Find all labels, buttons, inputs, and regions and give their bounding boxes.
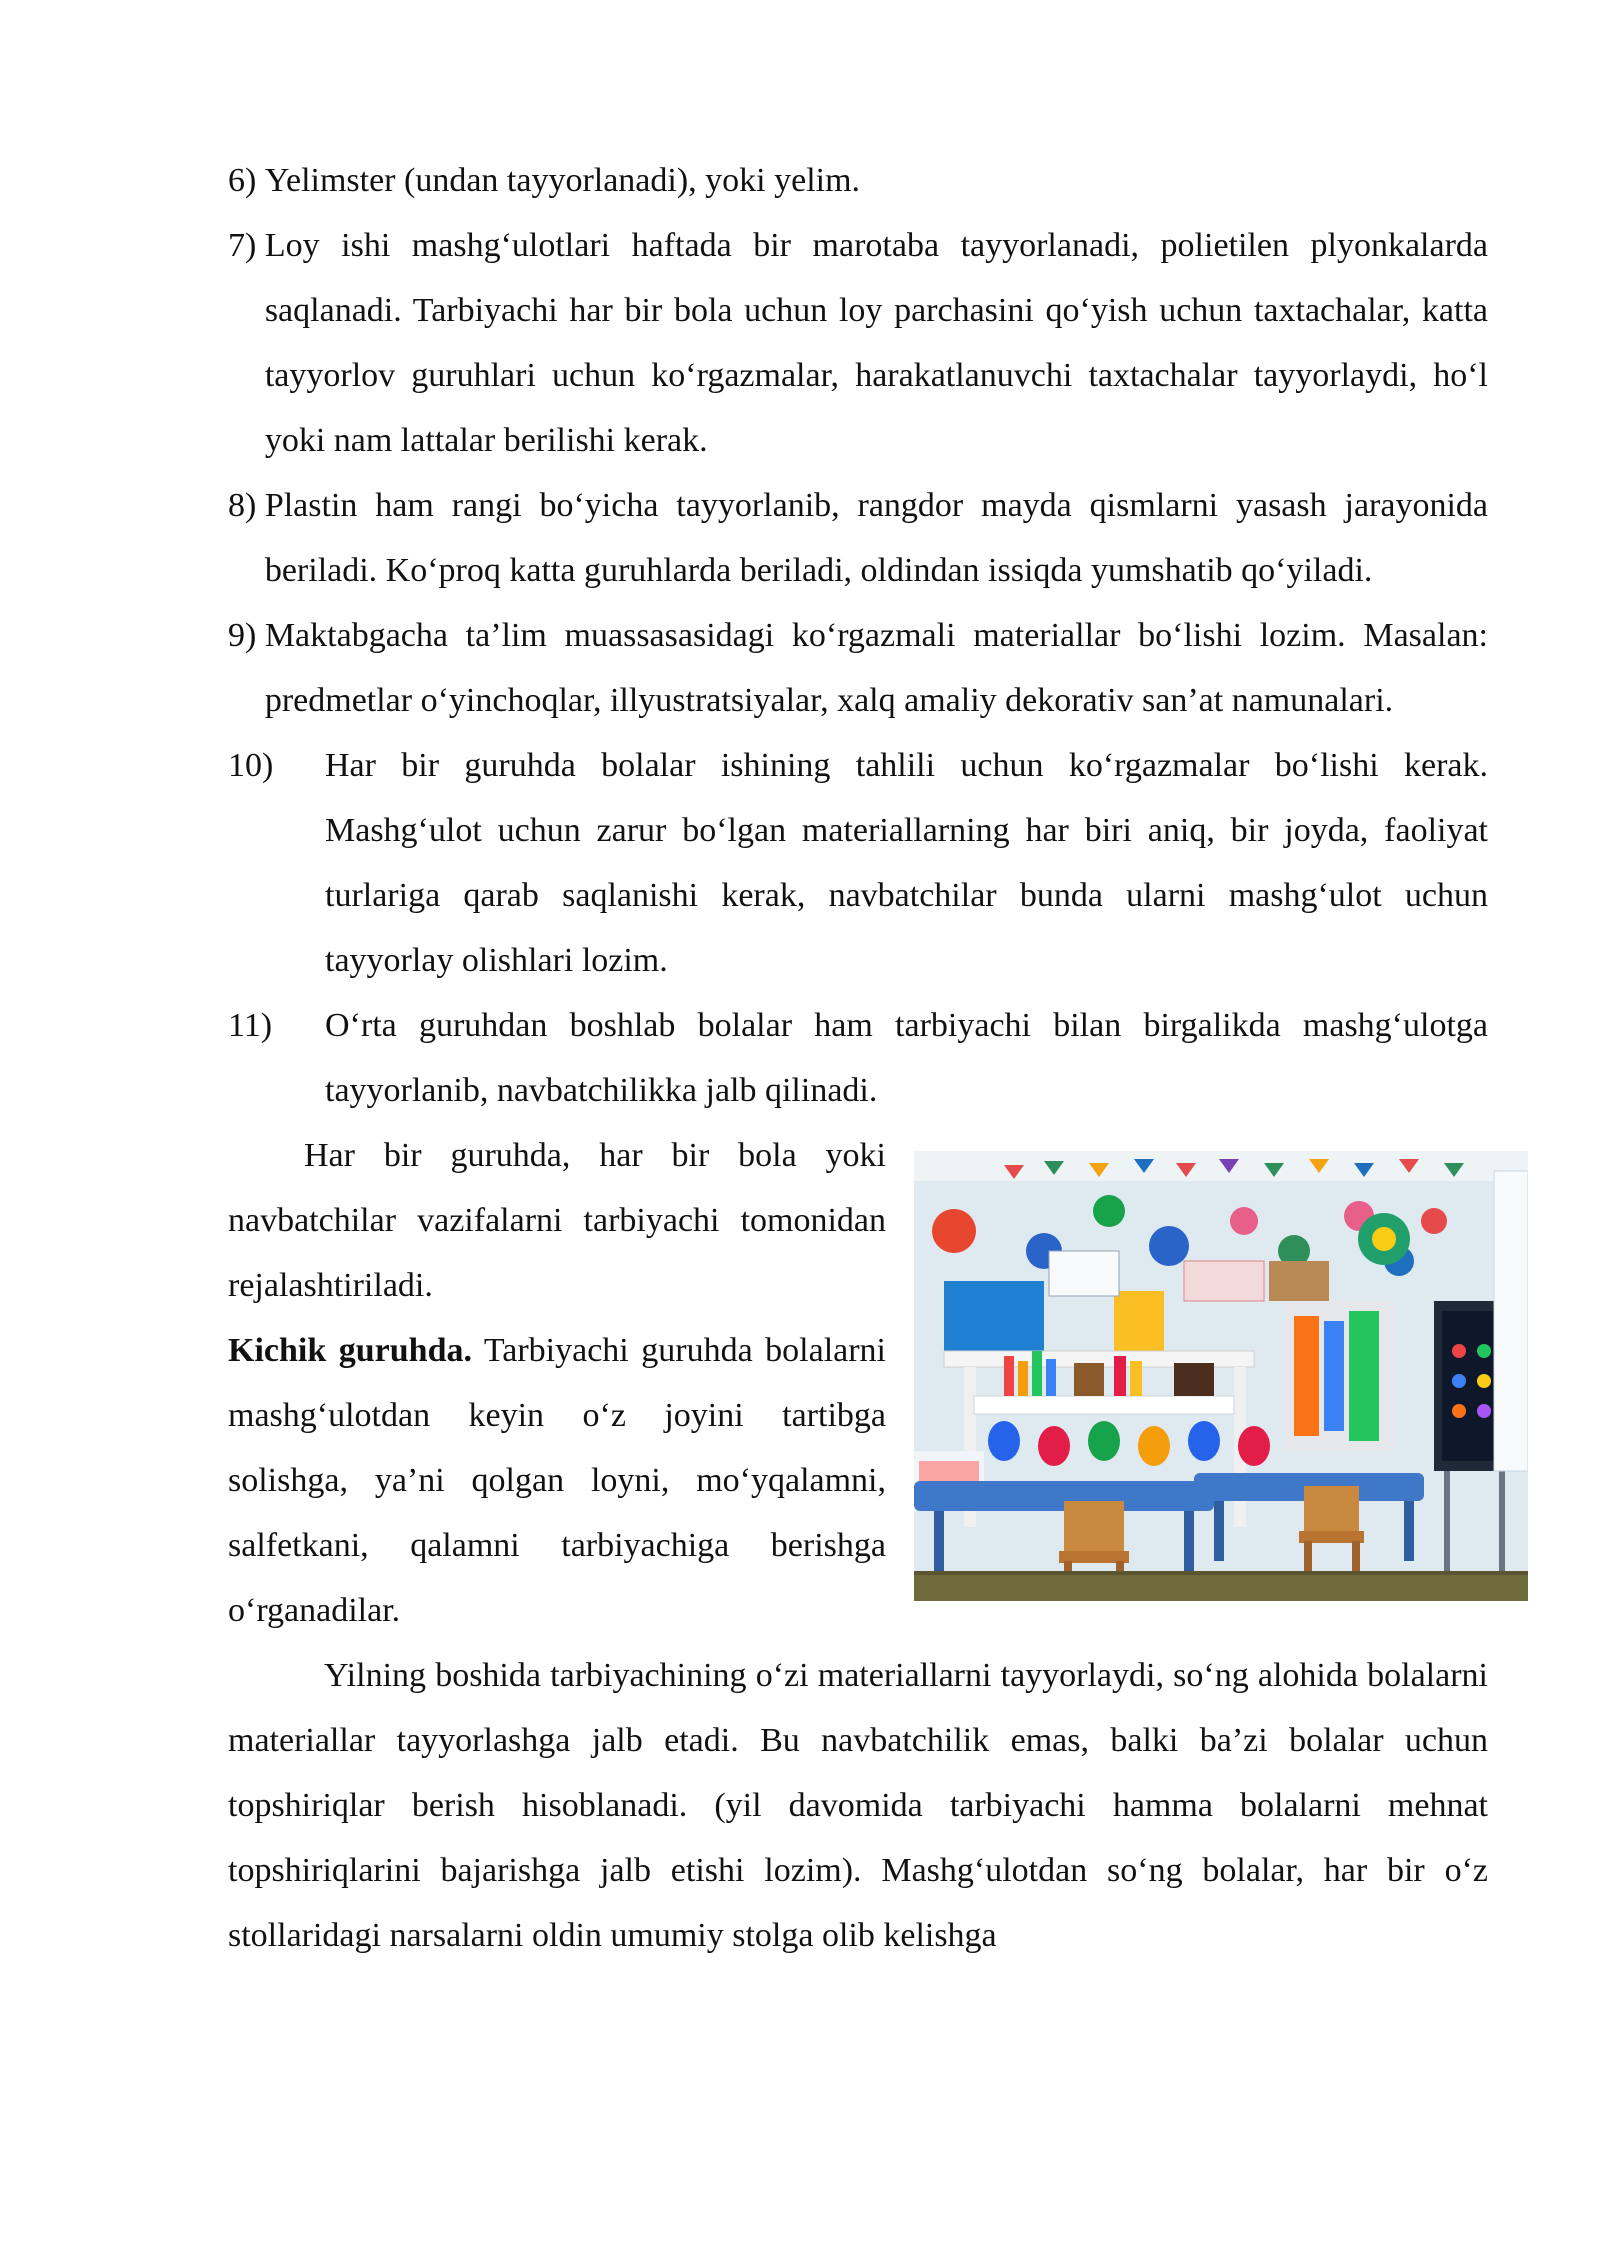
list-text: Loy ishi mashg‘ulotlari haftada bir marotaba tayyorlanadi, polietilen plyonkalarda saqlanadi. Tarbiyachi har bir bola uchun loy parchasini qo‘yish uchun taxtachalar, katta tayyorlov guruhlari uchun ko‘rgazmalar, harakatlanuvchi taxtachalar tayyorlaydi, ho‘l yoki nam lattalar berilishi kerak. [264,227,1488,459]
list-number: 11) [228,1007,273,1044]
wrapped-section [228,1123,1488,1643]
list-text: Plastin ham rangi bo‘yicha tayyorlanib, rangdor mayda qismlarni yasash jarayonida beriladi. Ko‘proq katta guruhlarda beriladi, oldindan issiqda yumshatib qo‘yiladi. [264,487,1488,589]
list-item-10 [228,733,1488,993]
small-group-text: Tarbiyachi guruhda bolalarni mashg‘ulotdan keyin o‘z joyini tartibga solishga, ya’ni qolgan loyni, mo‘yqalamni, salfetkani, qalamni tarbiyachiga berishga o‘rganadilar. [228,1332,886,1629]
document-page [228,148,1488,1968]
list-text: Yelimster (undan tayyorlanadi), yoki yelim. [264,162,861,199]
paragraph-year-start: Yilning boshida tarbiyachining o‘zi materiallarni tayyorlaydi, so‘ng alohida bolalarni materiallar tayyorlashga jalb etadi. Bu navbatchilik emas, balki ba’zi bolalar uchun topshiriqlar berish hisoblanadi. (yil davomida tarbiyachi hamma bolalarni mehnat topshiriqlarini bajarishga jalb etishi lozim). Mashg‘ulotdan so‘ng bolalar, har bir o‘z stollaridagi narsalarni oldin umumiy stolga olib kelishga [228,1657,1488,1954]
list-text: Har bir guruhda bolalar ishining tahlili uchun ko‘rgazmalar bo‘lishi kerak. Mashg‘ulot uchun zarur bo‘lgan materiallarning har biri aniq, bir joyda, faoliyat turlariga qarab saqlanishi kerak, navbatchilar bunda ularni mashg‘ulot uchun tayyorlay olishlari lozim. [325,747,1488,979]
list-number: 7) [228,227,265,264]
list-text: O‘rta guruhdan boshlab bolalar ham tarbiyachi bilan birgalikda mashg‘ulotga tayyorlanib, navbatchilikka jalb qilinadi. [325,1007,1488,1109]
paragraph-group-duties: Har bir guruhda, har bir bola yoki navbatchilar vazifalarni tarbiyachi tomonidan rejalashtiriladi. [228,1137,886,1304]
small-group-heading: Kichik guruhda. [228,1332,472,1369]
list-item-6 [228,148,1488,213]
paragraph-small-group [228,1318,886,1643]
list-item-8 [228,473,1488,603]
list-number: 9) [228,617,265,654]
wrapped-text-column [228,1123,886,1643]
list-number: 8) [228,487,265,524]
list-text: Maktabgacha ta’lim muassasasidagi ko‘rgazmali materiallar bo‘lishi lozim. Masalan: predmetlar o‘yinchoqlar, illyustratsiyalar, xalq amaliy dekorativ san’at namunalari. [264,617,1488,719]
list-item-7 [228,213,1488,473]
list-item-9 [228,603,1488,733]
list-number: 6) [228,162,265,199]
classroom-photo [914,1151,1528,1601]
list-number: 10) [228,747,274,784]
list-item-11 [228,993,1488,1123]
